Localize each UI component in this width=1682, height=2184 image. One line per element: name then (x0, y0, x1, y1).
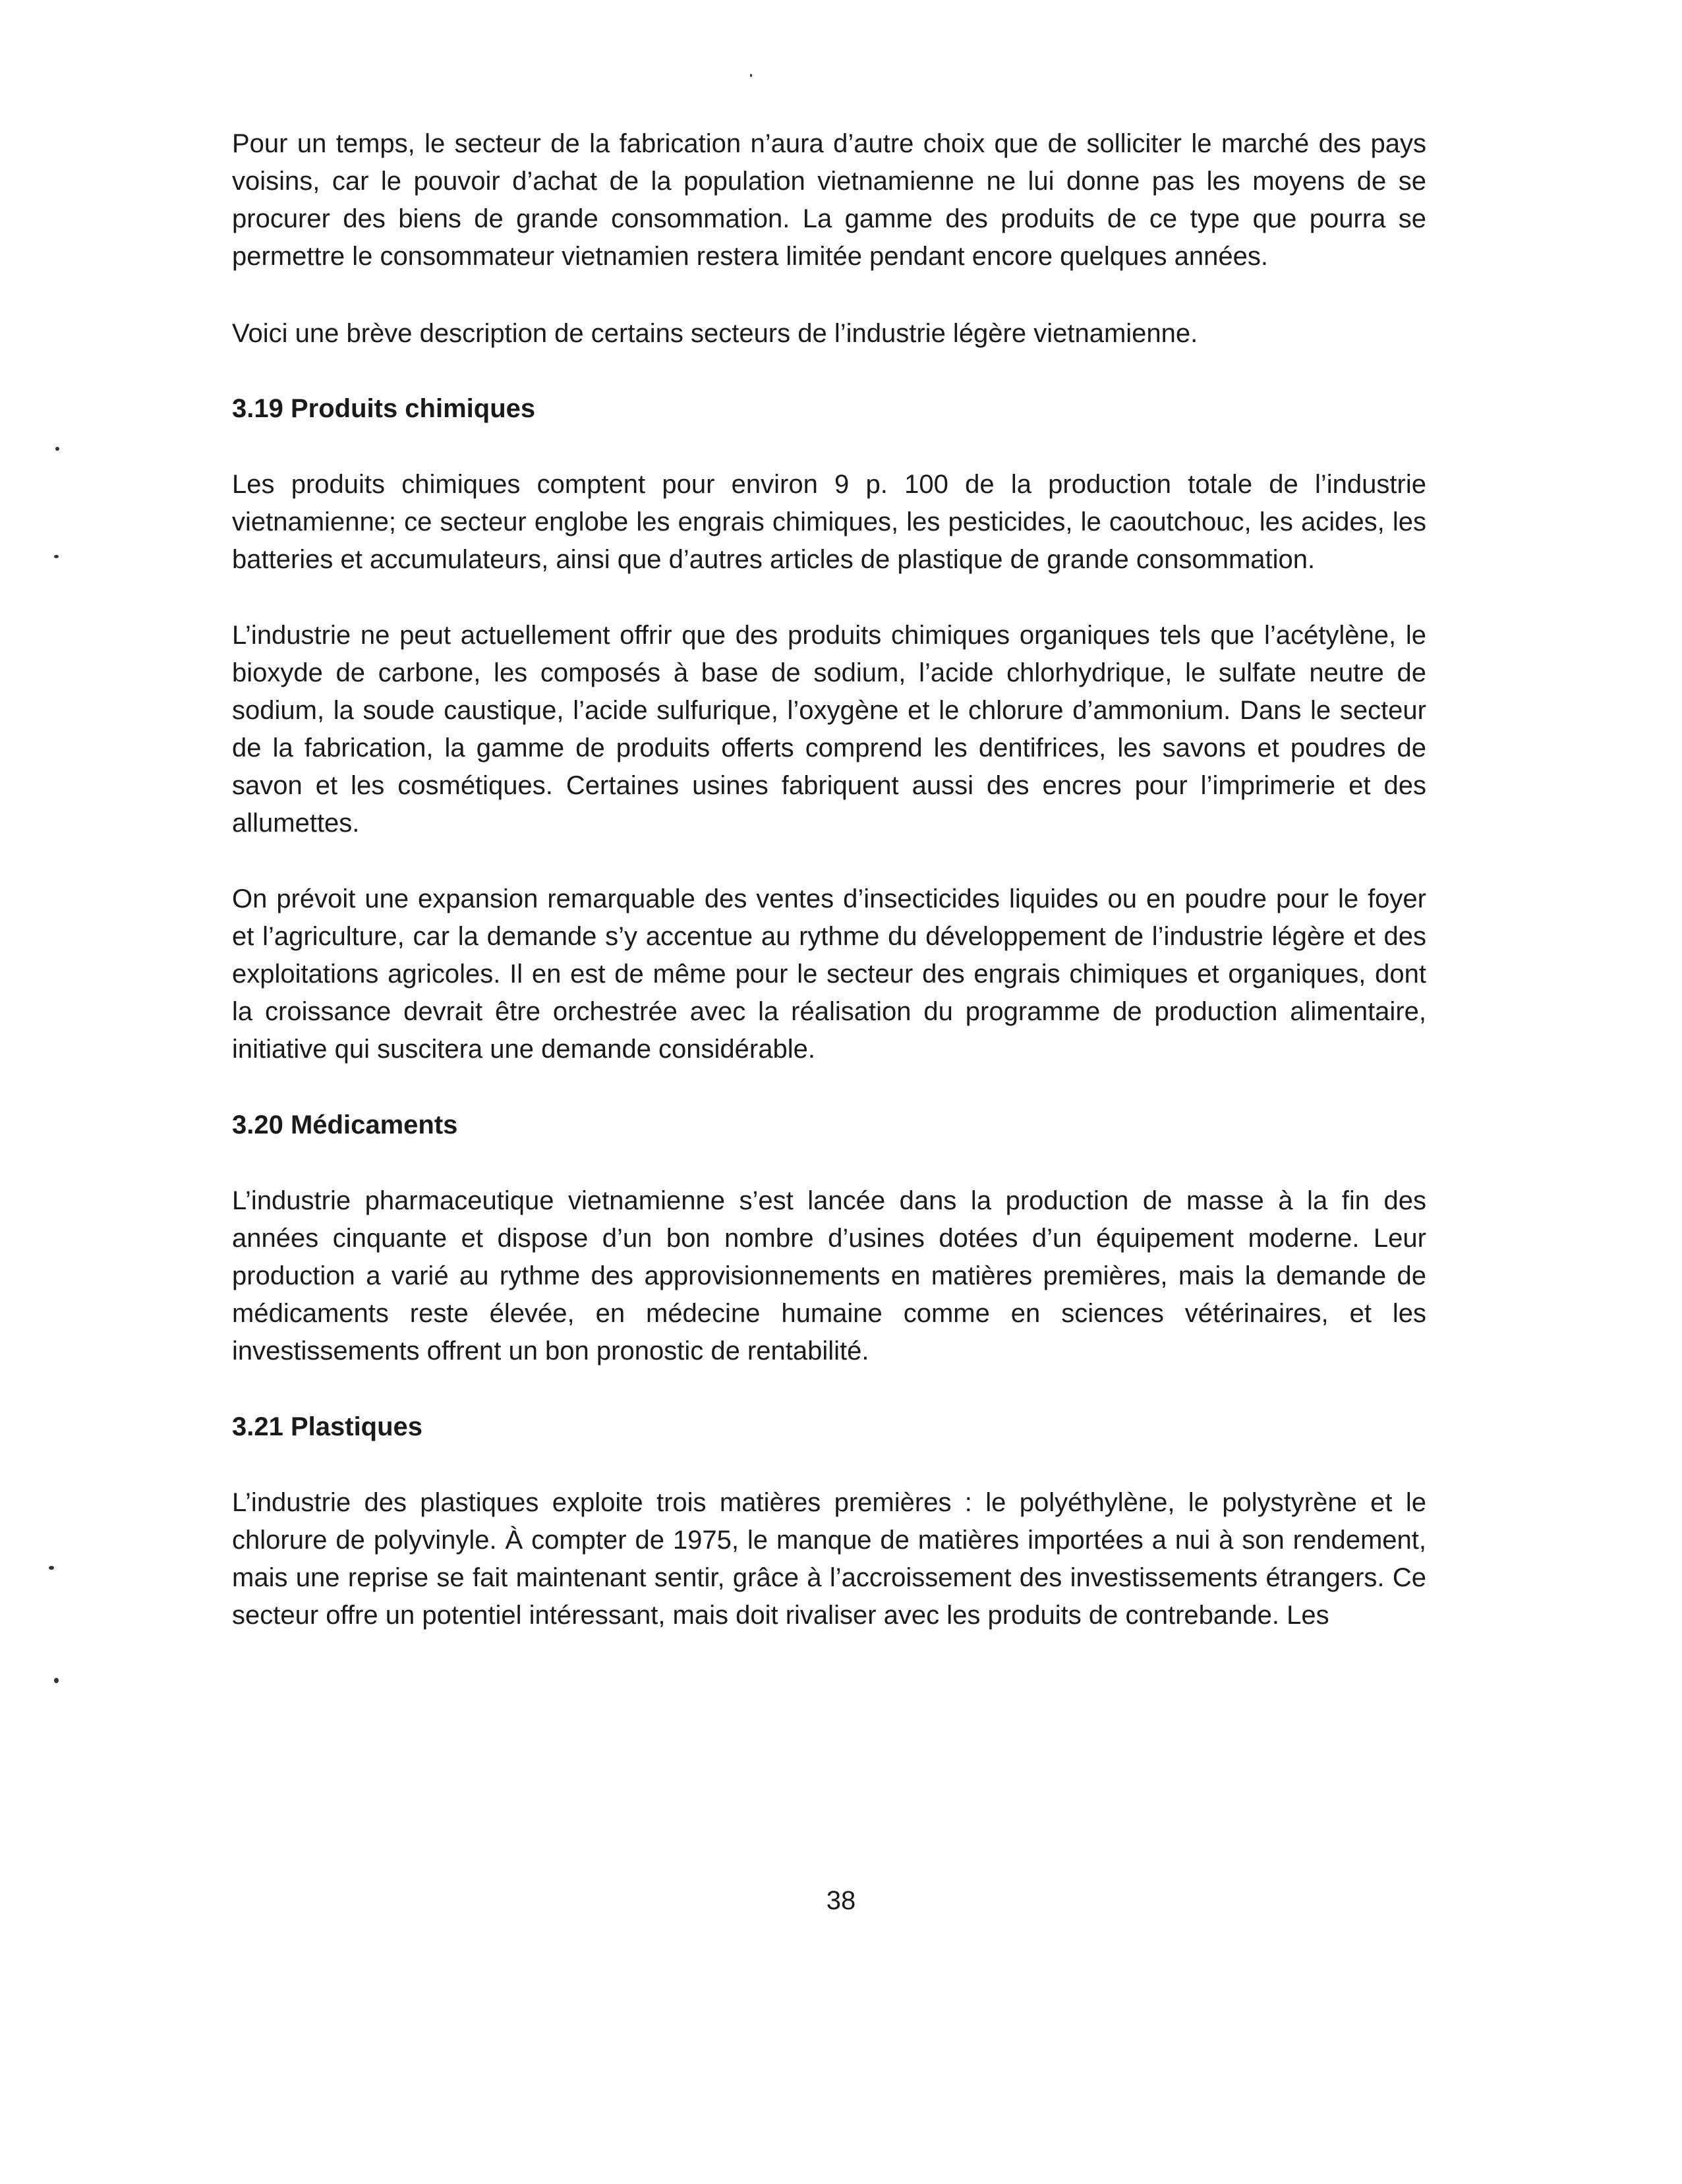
section-produits-chimiques (232, 390, 1426, 1068)
page-number: 38 (826, 1886, 856, 1915)
section-paragraph: L’industrie des plastiques exploite trois matières premières : le polyéthylène, le polystyrène et le chlorure de polyvinyle. À compter de 1975, le manque de matières importées a nui à son rendement, mais une reprise se fait maintenant sentir, grâce à l’accroissement des investissements étrangers. Ce secteur offre un potentiel intéressant, mais doit rivaliser avec les produits de contrebande. Les (232, 1488, 1426, 1630)
section-paragraph: Les produits chimiques comptent pour environ 9 p. 100 de la production totale de l’industrie vietnamienne; ce secteur englobe les engrais chimiques, les pesticides, le caoutchouc, les acides, les batteries et accumulateurs, ainsi que d’autres articles de plastique de grande consommation. (232, 470, 1426, 574)
section-paragraph: On prévoit une expansion remarquable des ventes d’insecticides liquides ou en poudre pour le foyer et l’agriculture, car la demande s’y accentue au rythme du développement de l’industrie légère et des exploitations agricoles. Il en est de même pour le secteur des engrais chimiques et organiques, dont la croissance devrait être orchestrée avec la réalisation du programme de production alimentaire, initiative qui suscitera une demande considérable. (232, 884, 1426, 1064)
section-heading: 3.21 Plastiques (232, 1412, 423, 1441)
document-page (232, 125, 1426, 1634)
scan-speck (49, 1566, 54, 1570)
section-paragraph: L’industrie pharmaceutique vietnamienne s’est lancée dans la production de masse à la fin des années cinquante et dispose d’un bon nombre d’usines dotées d’un équipement moderne. Leur production a varié au rythme des approvisionnements en matières premières, mais la demande de médicaments reste élevée, en médecine humaine comme en sciences vétérinaires, et les investissements offrent un bon pronostic de rentabilité. (232, 1186, 1426, 1365)
intro-paragraph: Pour un temps, le secteur de la fabrication n’aura d’autre choix que de solliciter le marché des pays voisins, car le pouvoir d’achat de la population vietnamienne ne lui donne pas les moyens de se procurer des biens de grande consommation. La gamme des produits de ce type que pourra se permettre le consommateur vietnamien restera limitée pendant encore quelques années. (232, 129, 1426, 271)
section-paragraph: L’industrie ne peut actuellement offrir que des produits chimiques organiques tels que l’acétylène, le bioxyde de carbone, les composés à base de sodium, l’acide chlorhydrique, le sulfate neutre de sodium, la soude caustique, l’acide sulfurique, l’oxygène et le chlorure d’ammonium. Dans le secteur de la fabrication, la gamme de produits offerts comprend les dentifrices, les savons et poudres de savon et les cosmétiques. Certaines usines fabriquent aussi des encres pour l’imprimerie et des allumettes. (232, 621, 1426, 838)
section-plastiques (232, 1408, 1426, 1634)
overview-paragraph: Voici une brève description de certains secteurs de l’industrie légère vietnamienne. (232, 319, 1198, 348)
section-heading: 3.20 Médicaments (232, 1110, 458, 1139)
scan-speck (54, 1678, 59, 1683)
scan-speck (54, 555, 59, 558)
section-heading: 3.19 Produits chimiques (232, 394, 536, 423)
section-medicaments (232, 1106, 1426, 1370)
scan-speck (55, 447, 59, 451)
scan-speck (750, 74, 752, 77)
